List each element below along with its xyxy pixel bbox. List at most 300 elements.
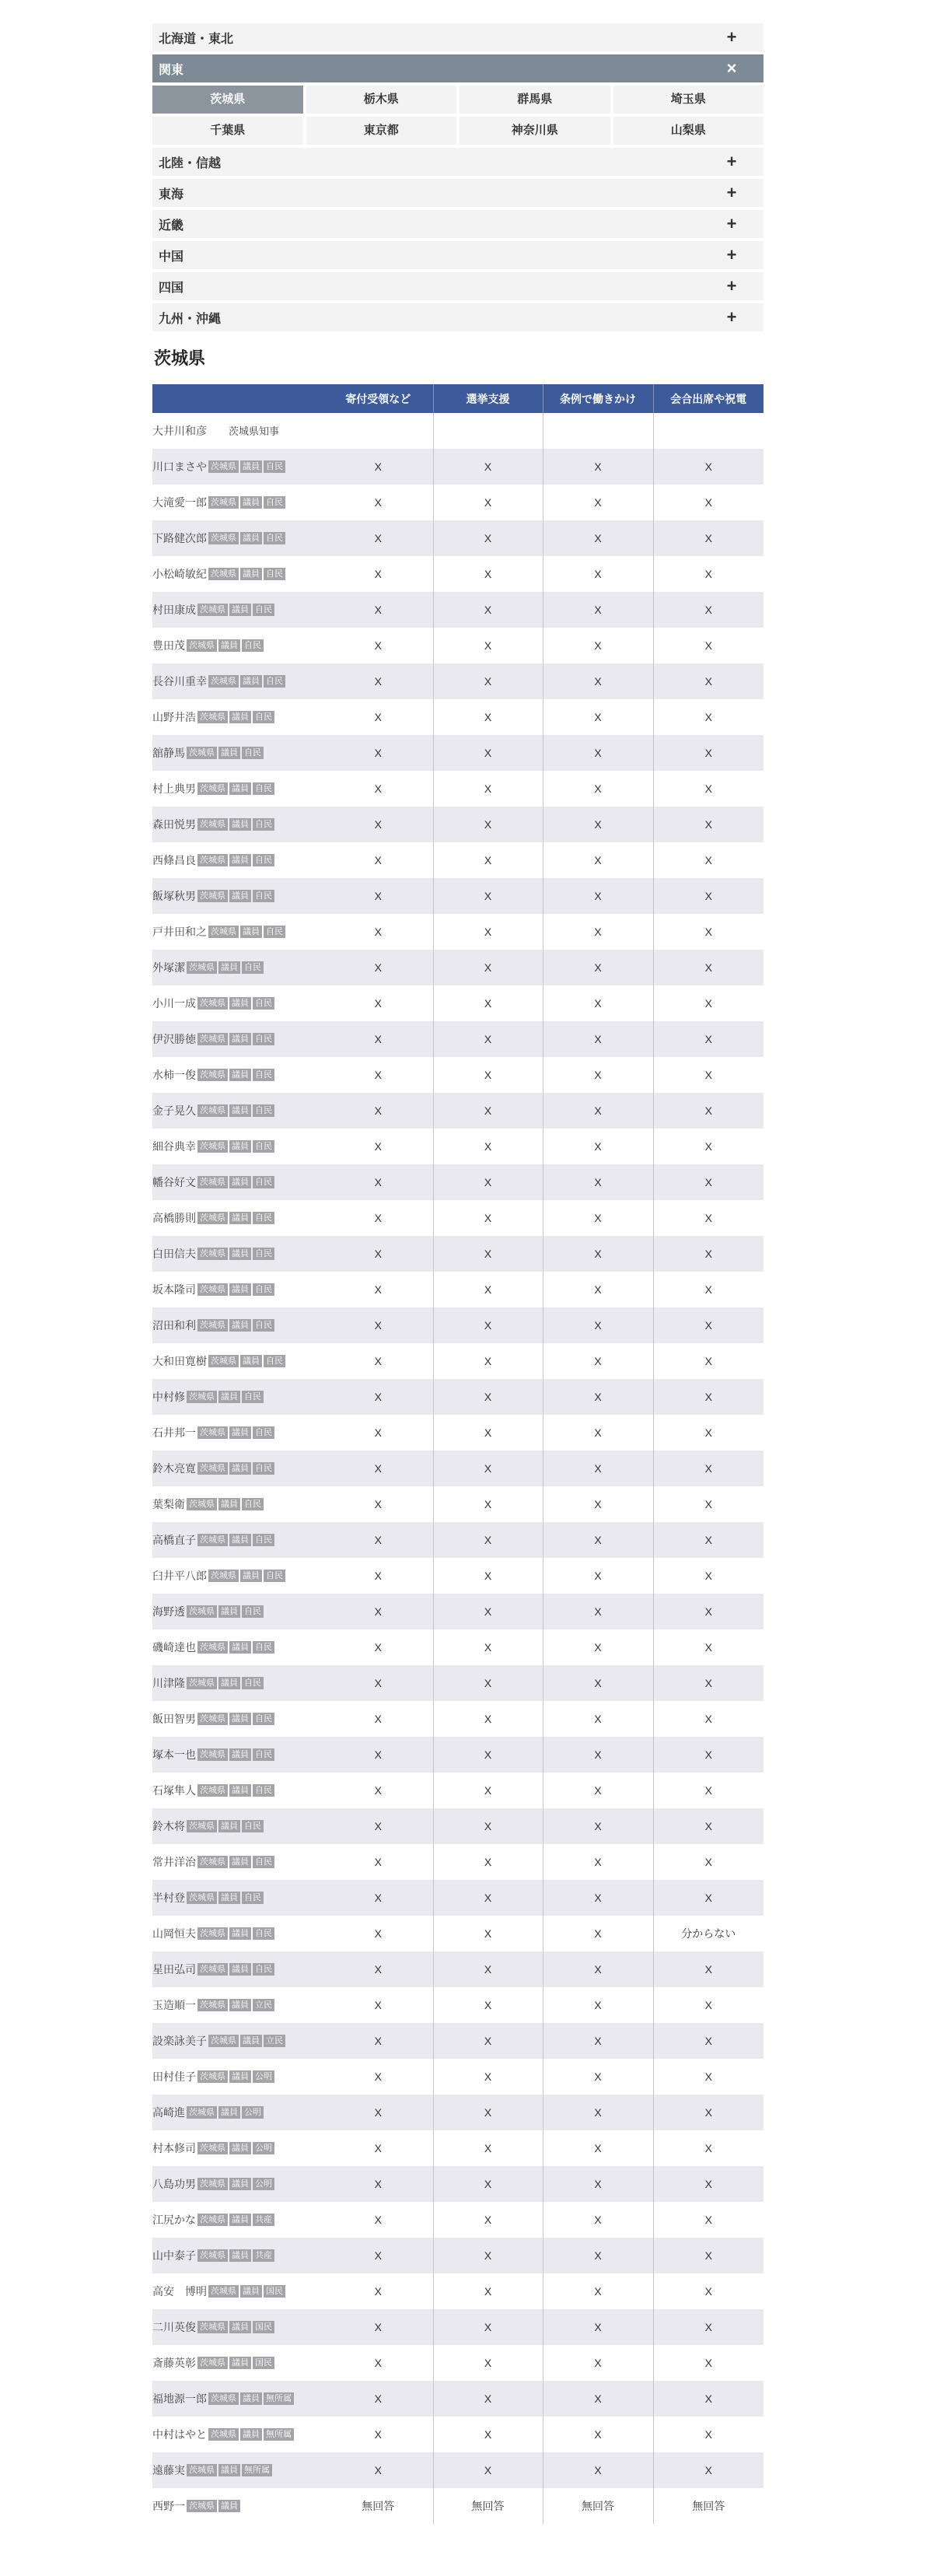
answer-cell: X (543, 1558, 653, 1594)
table-row (152, 1629, 764, 1665)
member-tag: 茨城県 (197, 1927, 228, 1940)
table-row (152, 1379, 764, 1415)
answer-cell: X (323, 1307, 433, 1343)
answer-cell: X (653, 2023, 764, 2059)
answer-cell: X (433, 1415, 543, 1451)
region-label: 中国 (159, 250, 184, 264)
region-hokuriku-shinetsu[interactable] (152, 148, 764, 176)
member-tag: 議員 (240, 926, 262, 938)
member-tag: 自民 (253, 1426, 274, 1439)
answer-cell: X (374, 2428, 382, 2441)
table-row (152, 1594, 764, 1629)
answer-cell: X (653, 1773, 764, 1808)
member-tag: 自民 (264, 460, 285, 473)
member-name: 高安 博明 (152, 2285, 207, 2298)
member-cell (152, 520, 323, 556)
answer-cell: X (543, 699, 653, 735)
table-row (152, 2059, 764, 2095)
member-tag: 茨城県 (197, 2357, 228, 2369)
table-row (152, 2130, 764, 2166)
answer-cell: X (433, 985, 543, 1021)
answer-cell: X (653, 878, 764, 914)
member-name: 江尻かな (152, 2214, 196, 2226)
member-tag: 議員 (240, 2285, 262, 2298)
answer-cell: X (433, 878, 543, 914)
member-name: 高橋直子 (152, 1534, 196, 1546)
answer-cell: X (543, 1343, 653, 1379)
answer-cell: X (323, 2309, 433, 2345)
answer-cell: X (374, 1140, 382, 1153)
answer-cell: X (653, 1558, 764, 1594)
member-tag: 茨城県 (197, 1534, 228, 1546)
table-row (152, 520, 764, 556)
answer-cell: X (543, 1987, 653, 2023)
region-chugoku[interactable] (152, 241, 764, 269)
prefecture-ibaraki[interactable]: 茨城県 (152, 86, 303, 114)
answer-cell: X (543, 1057, 653, 1093)
member-tag: 茨城県 (197, 1856, 228, 1868)
answer-cell: X (374, 2214, 382, 2226)
answer-cell: X (653, 2417, 764, 2452)
answer-cell: 分からない (653, 1916, 764, 1951)
answer-cell: X (653, 2273, 764, 2309)
member-tag: 自民 (253, 1033, 274, 1045)
member-tag: 議員 (218, 2464, 240, 2476)
member-tag: 茨城県 (197, 1641, 228, 1654)
member-tag: 自民 (242, 1677, 264, 1689)
member-tag: 自民 (253, 782, 274, 795)
answer-cell: X (653, 842, 764, 878)
member-tag: 共産 (253, 2214, 274, 2226)
answer-cell: X (653, 1415, 764, 1451)
answer-cell: X (543, 1916, 653, 1951)
table-row (152, 1093, 764, 1129)
answer-cell: X (543, 2381, 653, 2417)
region-hokkaido-tohoku[interactable] (152, 23, 764, 51)
member-tag: 茨城県 (197, 1248, 228, 1260)
answer-cell: X (653, 1987, 764, 2023)
prefecture-chiba[interactable]: 千葉県 (152, 117, 303, 145)
answer-cell: X (653, 771, 764, 807)
answer-cell: X (543, 1236, 653, 1272)
member-tag: 茨城県 (197, 1176, 228, 1188)
table-row (152, 1951, 764, 1987)
member-cell (152, 2345, 323, 2381)
answer-cell (323, 413, 433, 449)
member-tag: 議員 (218, 2106, 240, 2119)
answer-cell: X (433, 1379, 543, 1415)
member-name: 山野井浩 (152, 711, 196, 723)
answer-cell: X (543, 2238, 653, 2273)
member-cell (152, 2452, 323, 2488)
answer-cell: X (653, 2309, 764, 2345)
prefecture-yamanashi[interactable]: 山梨県 (613, 117, 764, 145)
table-row (152, 2452, 764, 2488)
member-tag: 自民 (242, 1605, 264, 1618)
member-name: 細谷典幸 (152, 1140, 196, 1153)
answer-cell: X (653, 2381, 764, 2417)
answer-cell: X (543, 1307, 653, 1343)
table-row (152, 2488, 764, 2524)
column-header-member (152, 384, 323, 413)
member-name: 川口まさや (152, 460, 207, 473)
answer-cell: X (323, 1522, 433, 1558)
answer-cell: X (653, 1880, 764, 1916)
answer-cell: X (374, 1927, 382, 1940)
table-row (152, 413, 764, 449)
member-cell (152, 1701, 323, 1737)
answer-cell: X (653, 2166, 764, 2202)
prefecture-title: 茨城県 (154, 348, 206, 368)
table-row (152, 2309, 764, 2345)
member-tag: 立民 (264, 2035, 285, 2047)
table-row (152, 950, 764, 985)
table-row (152, 1558, 764, 1594)
member-tag: 無所属 (264, 2428, 294, 2441)
member-tag: 自民 (253, 1212, 274, 1224)
answer-cell: X (374, 782, 382, 795)
member-tag: 議員 (229, 1283, 251, 1296)
answer-cell: X (543, 2023, 653, 2059)
answer-cell: X (653, 1594, 764, 1629)
member-cell (152, 985, 323, 1021)
answer-cell: X (374, 1713, 382, 1725)
member-name: 大和田寛樹 (152, 1355, 207, 1367)
region-label: 東海 (159, 187, 184, 201)
answer-cell: X (323, 2023, 433, 2059)
answer-cell: X (323, 2452, 433, 2488)
member-tag: 議員 (218, 1391, 240, 1403)
member-tag: 議員 (218, 1892, 240, 1904)
region-kyushu-okinawa[interactable] (152, 303, 764, 331)
answer-cell: X (653, 1486, 764, 1522)
member-tag: 公明 (253, 2070, 274, 2083)
answer-cell: X (433, 1594, 543, 1629)
answer-cell: X (374, 997, 382, 1010)
prefecture-gunma[interactable]: 群馬県 (460, 86, 610, 114)
answer-cell: X (543, 878, 653, 914)
answer-cell: X (653, 1737, 764, 1773)
member-tag: 茨城県 (187, 1677, 217, 1689)
member-tag: 自民 (253, 1104, 274, 1117)
answer-cell: X (543, 950, 653, 985)
member-tag: 茨城県 (208, 568, 239, 580)
answer-cell: X (433, 520, 543, 556)
prefecture-saitama[interactable]: 埼玉県 (613, 86, 764, 114)
answer-cell: X (433, 1522, 543, 1558)
answer-cell: X (433, 2273, 543, 2309)
column-header-election-support: 選挙支援 (433, 384, 543, 413)
answer-cell: X (323, 2095, 433, 2130)
member-tag: 議員 (240, 2392, 262, 2405)
answer-cell: X (433, 1629, 543, 1665)
member-tag: 議員 (229, 2214, 251, 2226)
member-cell (152, 2309, 323, 2345)
plus-icon: + (726, 214, 737, 233)
answer-cell: X (653, 1129, 764, 1164)
member-name: 高崎進 (152, 2106, 185, 2119)
answer-cell: X (433, 2309, 543, 2345)
answer-cell: X (433, 1558, 543, 1594)
member-cell (152, 1844, 323, 1880)
answer-cell: X (543, 1129, 653, 1164)
region-kanto[interactable] (152, 54, 764, 82)
member-tag: 茨城県 (197, 1999, 228, 2011)
member-tag: 自民 (242, 1391, 264, 1403)
answer-cell: X (653, 1701, 764, 1737)
table-row (152, 2381, 764, 2417)
answer-cell: X (653, 1343, 764, 1379)
answer-cell: X (433, 1164, 543, 1200)
answer-cell: X (433, 1951, 543, 1987)
member-cell (152, 2202, 323, 2238)
answer-cell: X (323, 1594, 433, 1629)
answer-cell: X (374, 1999, 382, 2011)
member-tag: 茨城県 (187, 2106, 217, 2119)
member-tag: 茨城県 (208, 2035, 239, 2047)
member-name: 設楽詠美子 (152, 2035, 207, 2047)
member-name: 磯崎達也 (152, 1641, 196, 1654)
region-tokai[interactable] (152, 179, 764, 207)
member-cell (152, 2023, 323, 2059)
prefecture-kanagawa[interactable]: 神奈川県 (460, 117, 610, 145)
member-cell (152, 1415, 323, 1451)
member-tag: 自民 (264, 675, 285, 688)
member-cell (152, 2095, 323, 2130)
member-tag: 自民 (253, 1748, 274, 1761)
answer-cell: X (543, 628, 653, 663)
answer-cell: X (543, 1379, 653, 1415)
answer-cell: X (653, 2059, 764, 2095)
answer-cell: X (543, 2452, 653, 2488)
member-tag: 茨城県 (197, 2142, 228, 2154)
answer-cell: X (433, 2166, 543, 2202)
answer-cell: X (374, 711, 382, 723)
member-tag: 茨城県 (208, 675, 239, 688)
answer-cell: X (374, 1856, 382, 1868)
member-tag: 議員 (229, 2070, 251, 2083)
answer-cell: X (653, 2345, 764, 2381)
member-tag: 議員 (229, 2178, 251, 2190)
region-shikoku[interactable] (152, 272, 764, 300)
member-tag: 茨城県 (197, 1319, 228, 1332)
member-tag: 議員 (229, 1534, 251, 1546)
member-name: 高橋勝則 (152, 1212, 196, 1224)
prefecture-grid (152, 86, 764, 145)
answer-cell: X (374, 639, 382, 652)
member-name: 山岡恒夫 (152, 1927, 196, 1940)
answer-cell: X (543, 842, 653, 878)
table-row (152, 592, 764, 628)
member-tag: 自民 (264, 1355, 285, 1367)
answer-cell: X (543, 2059, 653, 2095)
table-row (152, 1236, 764, 1272)
main-content (152, 23, 764, 2524)
member-cell (152, 1343, 323, 1379)
answer-cell: X (433, 1093, 543, 1129)
member-tag: 茨城県 (187, 1605, 217, 1618)
answer-cell: X (433, 2095, 543, 2130)
member-tag: 茨城県 (208, 460, 239, 473)
member-cell (152, 2417, 323, 2452)
region-label: 関東 (159, 63, 184, 77)
answer-cell: X (543, 1629, 653, 1665)
member-cell (152, 878, 323, 914)
member-tag: 議員 (229, 1033, 251, 1045)
answer-cell: X (374, 1641, 382, 1654)
answer-cell: X (543, 1451, 653, 1486)
prefecture-tokyo[interactable]: 東京都 (306, 117, 457, 145)
region-label: 北陸・信越 (159, 156, 222, 170)
table-row (152, 1987, 764, 2023)
table-row (152, 449, 764, 485)
answer-cell: X (374, 926, 382, 938)
answer-cell: X (433, 2381, 543, 2417)
member-tag: 議員 (229, 711, 251, 723)
member-cell (152, 771, 323, 807)
answer-cell: X (653, 592, 764, 628)
member-cell (152, 1880, 323, 1916)
member-tag: 自民 (253, 1176, 274, 1188)
member-cell (152, 1379, 323, 1415)
member-tag: 議員 (229, 854, 251, 866)
column-header-donation: 寄付受領など (323, 384, 433, 413)
member-tag: 議員 (218, 747, 240, 759)
answer-cell: X (543, 2166, 653, 2202)
answer-cell: X (433, 1916, 543, 1951)
region-label: 九州・沖縄 (159, 312, 222, 326)
answer-cell: X (543, 1093, 653, 1129)
member-tag: 自民 (253, 854, 274, 866)
table-row (152, 1737, 764, 1773)
member-tag: 茨城県 (187, 1820, 217, 1832)
member-tag: 自民 (264, 926, 285, 938)
member-name: 福地源一郎 (152, 2392, 207, 2405)
member-name: 村田康成 (152, 604, 196, 616)
table-row (152, 985, 764, 1021)
member-cell (152, 2273, 323, 2309)
member-tag: 議員 (229, 1784, 251, 1797)
answer-cell: X (433, 950, 543, 985)
member-cell (152, 556, 323, 592)
answer-cell: X (543, 449, 653, 485)
answer-cell: X (323, 1880, 433, 1916)
answer-cell: X (433, 1057, 543, 1093)
answer-cell: X (374, 1498, 382, 1510)
member-tag: 茨城県 (208, 496, 239, 509)
member-cell (152, 1486, 323, 1522)
answer-cell: X (433, 592, 543, 628)
member-cell (152, 592, 323, 628)
answer-cell: X (653, 807, 764, 842)
answer-cell: X (543, 735, 653, 771)
member-name: 鈴木亮寛 (152, 1462, 196, 1475)
member-name: 長谷川重幸 (152, 675, 207, 688)
member-tag: 茨城県 (187, 639, 217, 652)
answer-cell: X (653, 1379, 764, 1415)
answer-cell: X (374, 1570, 382, 1582)
answer-cell: X (543, 1773, 653, 1808)
member-tag: 自民 (242, 1820, 264, 1832)
table-row (152, 1773, 764, 1808)
answer-cell: X (543, 1594, 653, 1629)
member-name: 飯塚秋男 (152, 890, 196, 902)
member-tag: 茨城県 (208, 2428, 239, 2441)
answer-cell: X (323, 1808, 433, 1844)
answer-cell: X (653, 449, 764, 485)
member-title: 茨城県知事 (229, 425, 280, 437)
member-tag: 国民 (253, 2321, 274, 2333)
answer-cell: X (543, 1272, 653, 1307)
answer-cell: X (543, 2130, 653, 2166)
member-tag: 茨城県 (197, 1104, 228, 1117)
answer-cell: X (323, 807, 433, 842)
member-name: 常井洋治 (152, 1856, 196, 1868)
table-row (152, 2166, 764, 2202)
member-tag: 議員 (229, 1999, 251, 2011)
answer-cell: X (653, 556, 764, 592)
member-tag: 自民 (253, 604, 274, 616)
member-name: 中村はやと (152, 2428, 207, 2441)
member-tag: 自民 (264, 568, 285, 580)
region-kinki[interactable] (152, 210, 764, 238)
member-cell (152, 1236, 323, 1272)
member-name: 飯田智男 (152, 1713, 196, 1725)
member-cell (152, 914, 323, 950)
member-tag: 自民 (253, 1462, 274, 1475)
member-tag: 議員 (229, 2321, 251, 2333)
member-cell (152, 1808, 323, 1844)
table-row (152, 1916, 764, 1951)
answer-cell: X (543, 592, 653, 628)
member-tag: 公明 (253, 2178, 274, 2190)
answer-cell: X (433, 1129, 543, 1164)
member-tag: 茨城県 (197, 890, 228, 902)
answer-cell: X (433, 1880, 543, 1916)
answer-cell: X (543, 1737, 653, 1773)
prefecture-tochigi[interactable]: 栃木県 (306, 86, 457, 114)
answer-cell (543, 413, 653, 449)
answer-cell: X (543, 1844, 653, 1880)
member-tag: 自民 (253, 1784, 274, 1797)
member-tag: 茨城県 (187, 1498, 217, 1510)
member-name: 沼田和利 (152, 1319, 196, 1332)
member-tag: 茨城県 (208, 1355, 239, 1367)
answer-cell: X (543, 520, 653, 556)
member-name: 塚本一也 (152, 1748, 196, 1761)
answer-cell: X (653, 1164, 764, 1200)
member-tag: 茨城県 (208, 2392, 239, 2405)
answer-cell: X (374, 496, 382, 509)
answer-cell: X (543, 2345, 653, 2381)
answer-cell: X (653, 1665, 764, 1701)
member-tag: 議員 (229, 1426, 251, 1439)
member-tag: 茨城県 (208, 2285, 239, 2298)
answer-cell: X (374, 2357, 382, 2369)
answer-cell: X (374, 2285, 382, 2298)
member-tag: 議員 (218, 1677, 240, 1689)
member-cell (152, 1522, 323, 1558)
member-tag: 茨城県 (197, 2070, 228, 2083)
member-cell (152, 735, 323, 771)
answer-cell: X (653, 914, 764, 950)
table-row (152, 1200, 764, 1236)
member-tag: 茨城県 (187, 1391, 217, 1403)
member-tag: 議員 (229, 1748, 251, 1761)
answer-cell: X (323, 878, 433, 914)
answer-cell: X (374, 1784, 382, 1797)
member-name: 半村登 (152, 1892, 185, 1904)
